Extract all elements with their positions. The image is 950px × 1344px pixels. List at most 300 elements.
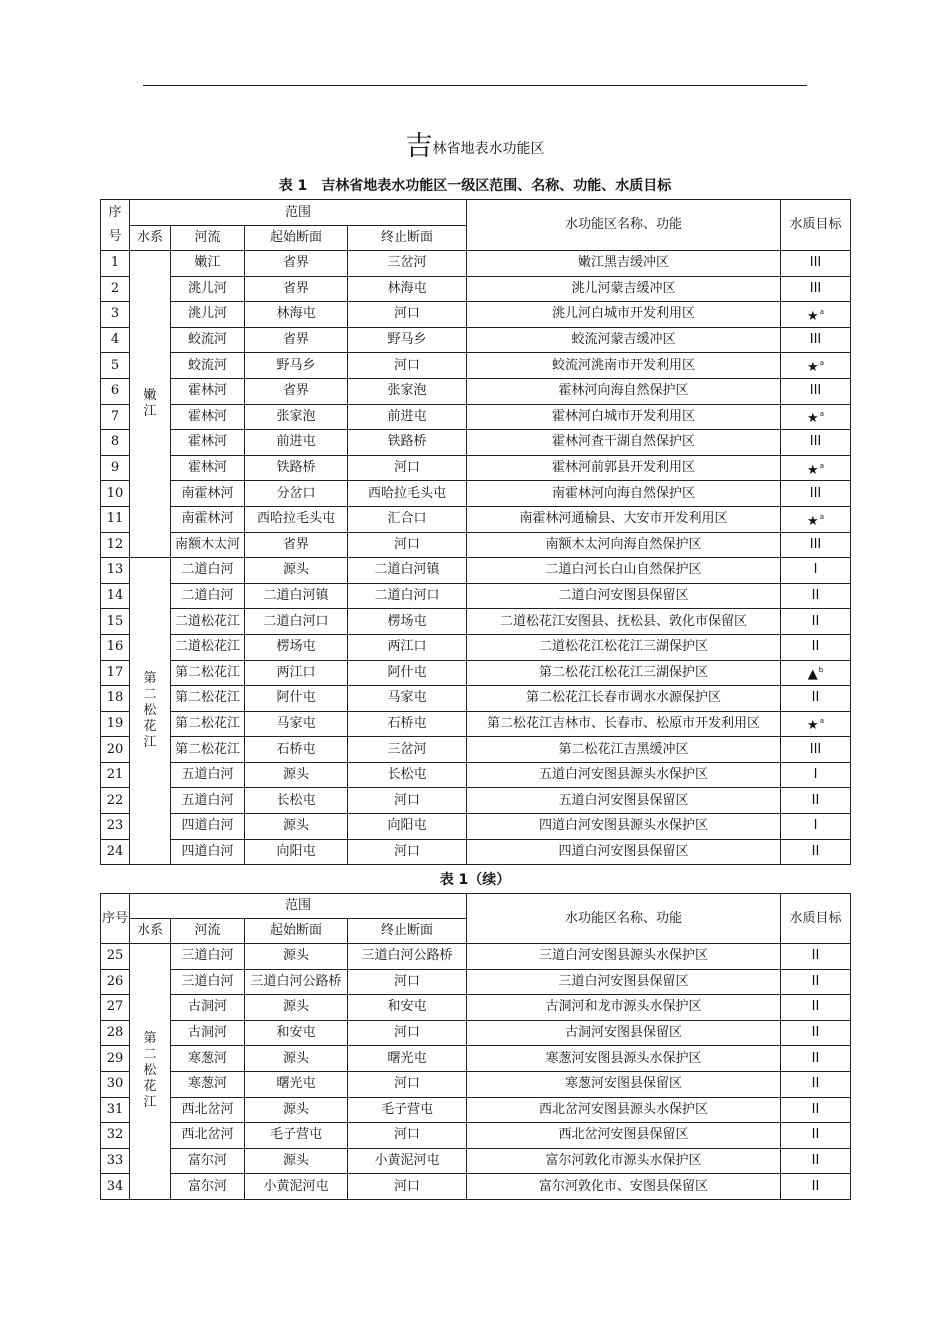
- target-value: II: [811, 1076, 820, 1092]
- water-quality-target-cell: [781, 686, 851, 712]
- end-section-cell: 小黄泥河屯: [348, 1148, 467, 1174]
- target-value: ★: [807, 360, 819, 376]
- header-rule: [143, 85, 807, 86]
- zone-name-cell: 寒葱河安图县源头水保护区: [467, 1046, 781, 1072]
- water-system-header: 水系: [130, 919, 171, 944]
- water-quality-target-cell: [781, 353, 851, 379]
- table-row: [101, 1097, 851, 1123]
- title-rest: 林省地表水功能区: [432, 141, 545, 157]
- water-system-header: 水系: [130, 226, 171, 251]
- water-quality-target-cell: [781, 481, 851, 507]
- zone-name-cell: 二道松花江安图县、抚松县、敦化市保留区: [467, 609, 781, 635]
- table-row: [101, 558, 851, 584]
- end-section-header: 终止断面: [348, 919, 467, 944]
- end-section-cell: 和安屯: [348, 995, 467, 1021]
- table-row: [101, 686, 851, 712]
- zone-name-cell: 五道白河安图县源头水保护区: [467, 762, 781, 788]
- end-section-cell: 前进屯: [348, 404, 467, 430]
- water-quality-target-cell: [781, 1020, 851, 1046]
- water-quality-target-cell: [781, 430, 851, 456]
- water-system-char: 第: [143, 671, 157, 687]
- river-cell: 寒葱河: [171, 1046, 245, 1072]
- seq-cell: 30: [101, 1071, 130, 1097]
- zone-name-cell: 南额木太河向海自然保护区: [467, 532, 781, 558]
- zone-name-cell: 三道白河安图县保留区: [467, 969, 781, 995]
- water-system-char: 嫩: [143, 388, 157, 404]
- zone-name-cell: 西北岔河安图县保留区: [467, 1123, 781, 1149]
- water-quality-target-cell: [781, 634, 851, 660]
- seq-cell: 22: [101, 788, 130, 814]
- end-section-cell: 河口: [348, 455, 467, 481]
- start-section-cell: 三道白河公路桥: [245, 969, 348, 995]
- seq-cell: 4: [101, 327, 130, 353]
- table-row: [101, 251, 851, 277]
- table-row: [101, 1046, 851, 1072]
- end-section-cell: 阿什屯: [348, 660, 467, 686]
- end-section-cell: 野马乡: [348, 327, 467, 353]
- end-section-cell: 毛子营屯: [348, 1097, 467, 1123]
- end-section-cell: 张家泡: [348, 378, 467, 404]
- river-cell: 三道白河: [171, 944, 245, 970]
- start-section-cell: 省界: [245, 251, 348, 277]
- table-row: [101, 1020, 851, 1046]
- seq-cell: 26: [101, 969, 130, 995]
- target-value: ★: [807, 308, 819, 324]
- table-row: [101, 814, 851, 840]
- table-row: [101, 995, 851, 1021]
- zone-name-cell: 南霍林河通榆县、大安市开发利用区: [467, 506, 781, 532]
- water-system-char: 江: [143, 404, 157, 420]
- river-cell: 富尔河: [171, 1174, 245, 1200]
- water-quality-target-cell: [781, 995, 851, 1021]
- water-quality-target-cell: [781, 711, 851, 737]
- end-section-cell: 楞场屯: [348, 609, 467, 635]
- seq-cell: 33: [101, 1148, 130, 1174]
- table1-caption: 表 1 吉林省地表水功能区一级区范围、名称、功能、水质目标: [278, 178, 672, 194]
- water-system-cell: [130, 944, 171, 1200]
- target-header: 水质目标: [781, 200, 851, 251]
- end-section-cell: 河口: [348, 969, 467, 995]
- start-section-cell: 源头: [245, 1148, 348, 1174]
- water-system-cell: [130, 251, 171, 558]
- water-system-cell: [130, 558, 171, 865]
- start-section-cell: 毛子营屯: [245, 1123, 348, 1149]
- water-quality-target-cell: [781, 660, 851, 686]
- river-cell: 蛟流河: [171, 353, 245, 379]
- river-cell: 洮儿河: [171, 302, 245, 328]
- zone-name-cell: 富尔河敦化市源头水保护区: [467, 1148, 781, 1174]
- water-system-char: 花: [143, 1079, 157, 1095]
- river-header: 河流: [171, 919, 245, 944]
- table1-cont-caption: 表 1（续）: [439, 872, 511, 888]
- zone-name-cell: 霍林河查干湖自然保护区: [467, 430, 781, 456]
- target-value: II: [811, 999, 820, 1015]
- target-value: II: [811, 1178, 820, 1194]
- seq-cell: 21: [101, 762, 130, 788]
- document-title: [0, 133, 950, 163]
- end-section-cell: 长松屯: [348, 762, 467, 788]
- zone-name-cell: 三道白河安图县源头水保护区: [467, 944, 781, 970]
- table-row: [101, 609, 851, 635]
- river-cell: 古洞河: [171, 1020, 245, 1046]
- end-section-cell: 河口: [348, 532, 467, 558]
- zone-name-cell: 蛟流河洮南市开发利用区: [467, 353, 781, 379]
- table-row: [101, 481, 851, 507]
- zone-name-cell: 第二松花江吉黑缓冲区: [467, 737, 781, 763]
- start-section-cell: 野马乡: [245, 353, 348, 379]
- river-cell: 南霍林河: [171, 481, 245, 507]
- water-quality-target-cell: [781, 251, 851, 277]
- zone-name-cell: 蛟流河蒙吉缓冲区: [467, 327, 781, 353]
- river-cell: 霍林河: [171, 430, 245, 456]
- river-cell: 四道白河: [171, 814, 245, 840]
- zone-name-cell: 霍林河前郭县开发利用区: [467, 455, 781, 481]
- start-section-cell: 源头: [245, 995, 348, 1021]
- river-cell: 嫩江: [171, 251, 245, 277]
- table-row: [101, 1174, 851, 1200]
- start-section-header: 起始断面: [245, 919, 348, 944]
- seq-cell: 8: [101, 430, 130, 456]
- zone-name-cell: 霍林河向海自然保护区: [467, 378, 781, 404]
- target-value: III: [809, 434, 822, 450]
- end-section-cell: 马家屯: [348, 686, 467, 712]
- target-value: II: [811, 792, 820, 808]
- end-section-cell: 石桥屯: [348, 711, 467, 737]
- water-quality-target-cell: [781, 762, 851, 788]
- water-quality-target-cell: [781, 1046, 851, 1072]
- water-quality-target-cell: [781, 532, 851, 558]
- target-value: II: [811, 1127, 820, 1143]
- end-section-header: 终止断面: [348, 226, 467, 251]
- seq-cell: 3: [101, 302, 130, 328]
- start-section-header: 起始断面: [245, 226, 348, 251]
- river-cell: 第二松花江: [171, 737, 245, 763]
- target-value: III: [809, 536, 822, 552]
- start-section-cell: 源头: [245, 558, 348, 584]
- target-note-mark: a: [819, 461, 824, 470]
- table-row: [101, 737, 851, 763]
- seq-cell: 2: [101, 276, 130, 302]
- start-section-cell: 源头: [245, 814, 348, 840]
- seq-cell: 6: [101, 378, 130, 404]
- table-row: [101, 839, 851, 865]
- water-quality-target-cell: [781, 1174, 851, 1200]
- seq-cell: 24: [101, 839, 130, 865]
- seq-cell: 15: [101, 609, 130, 635]
- zone-name-cell: 四道白河安图县保留区: [467, 839, 781, 865]
- zone-name-cell: 二道白河长白山自然保护区: [467, 558, 781, 584]
- target-value: I: [813, 767, 818, 783]
- target-value: II: [811, 639, 820, 655]
- water-quality-target-cell: [781, 737, 851, 763]
- table-row: [101, 532, 851, 558]
- start-section-cell: 省界: [245, 276, 348, 302]
- end-section-cell: 两江口: [348, 634, 467, 660]
- water-quality-target-cell: [781, 302, 851, 328]
- table-row: [101, 327, 851, 353]
- water-quality-target-cell: [781, 609, 851, 635]
- river-cell: 三道白河: [171, 969, 245, 995]
- end-section-cell: 河口: [348, 1174, 467, 1200]
- seq-cell: 7: [101, 404, 130, 430]
- zone-name-cell: 古洞河安图县保留区: [467, 1020, 781, 1046]
- seq-cell: 25: [101, 944, 130, 970]
- river-cell: 寒葱河: [171, 1071, 245, 1097]
- water-quality-target-cell: [781, 969, 851, 995]
- seq-header: 序号: [101, 894, 130, 944]
- table-row: [101, 430, 851, 456]
- seq-cell: 28: [101, 1020, 130, 1046]
- end-section-cell: 河口: [348, 1020, 467, 1046]
- water-system-char: 松: [143, 1063, 157, 1079]
- river-cell: 南霍林河: [171, 506, 245, 532]
- target-value: ★: [807, 462, 819, 478]
- water-quality-target-cell: [781, 404, 851, 430]
- start-section-cell: 向阳屯: [245, 839, 348, 865]
- seq-cell: 23: [101, 814, 130, 840]
- seq-cell: 5: [101, 353, 130, 379]
- seq-cell: 31: [101, 1097, 130, 1123]
- river-cell: 第二松花江: [171, 660, 245, 686]
- seq-cell: 13: [101, 558, 130, 584]
- target-value: I: [813, 562, 818, 578]
- target-note-mark: a: [819, 717, 824, 726]
- end-section-cell: 三岔河: [348, 251, 467, 277]
- start-section-cell: 阿什屯: [245, 686, 348, 712]
- water-quality-target-cell: [781, 276, 851, 302]
- table-row: [101, 302, 851, 328]
- river-cell: 蛟流河: [171, 327, 245, 353]
- river-cell: 霍林河: [171, 404, 245, 430]
- start-section-cell: 石桥屯: [245, 737, 348, 763]
- water-quality-target-cell: [781, 944, 851, 970]
- water-quality-target-cell: [781, 558, 851, 584]
- water-system-char: 二: [143, 687, 157, 703]
- table-row: [101, 583, 851, 609]
- water-system-char: 松: [143, 703, 157, 719]
- target-value: ★: [807, 411, 819, 427]
- table-row: [101, 762, 851, 788]
- seq-cell: 11: [101, 506, 130, 532]
- table-row: [101, 634, 851, 660]
- river-cell: 洮儿河: [171, 276, 245, 302]
- start-section-cell: 马家屯: [245, 711, 348, 737]
- river-cell: 二道松花江: [171, 634, 245, 660]
- end-section-cell: 河口: [348, 353, 467, 379]
- table-row: [101, 711, 851, 737]
- start-section-cell: 二道白河口: [245, 609, 348, 635]
- table-row: [101, 276, 851, 302]
- target-value: II: [811, 1101, 820, 1117]
- target-note-mark: a: [819, 307, 824, 316]
- zone-name-cell: 南霍林河向海自然保护区: [467, 481, 781, 507]
- table-row: [101, 455, 851, 481]
- zone-name-cell: 古洞河和龙市源头水保护区: [467, 995, 781, 1021]
- water-quality-target-cell: [781, 1123, 851, 1149]
- end-section-cell: 西哈拉毛头屯: [348, 481, 467, 507]
- water-system-char: 二: [143, 1047, 157, 1063]
- seq-cell: 16: [101, 634, 130, 660]
- end-section-cell: 河口: [348, 302, 467, 328]
- zone-name-cell: 嫩江黑吉缓冲区: [467, 251, 781, 277]
- start-section-cell: 分岔口: [245, 481, 348, 507]
- seq-header: 序 号: [101, 200, 130, 251]
- target-value: II: [811, 690, 820, 706]
- start-section-cell: 两江口: [245, 660, 348, 686]
- target-note-mark: a: [819, 410, 824, 419]
- river-header: 河流: [171, 226, 245, 251]
- water-system-char: 第: [143, 1031, 157, 1047]
- water-quality-target-cell: [781, 378, 851, 404]
- target-header: 水质目标: [781, 894, 851, 944]
- start-section-cell: 源头: [245, 1097, 348, 1123]
- table-row: [101, 788, 851, 814]
- zone-name-cell: 第二松花江松花江三湖保护区: [467, 660, 781, 686]
- water-quality-target-cell: [781, 1097, 851, 1123]
- water-function-table-continued: [100, 893, 851, 1200]
- end-section-cell: 铁路桥: [348, 430, 467, 456]
- end-section-cell: 二道白河镇: [348, 558, 467, 584]
- river-cell: 西北岔河: [171, 1097, 245, 1123]
- zone-name-cell: 西北岔河安图县源头水保护区: [467, 1097, 781, 1123]
- seq-cell: 27: [101, 995, 130, 1021]
- target-value: III: [809, 255, 822, 271]
- zone-name-cell: 洮儿河蒙吉缓冲区: [467, 276, 781, 302]
- water-system-char: 江: [143, 735, 157, 751]
- table-row: [101, 1071, 851, 1097]
- start-section-cell: 省界: [245, 532, 348, 558]
- target-value: ★: [807, 513, 819, 529]
- water-quality-target-cell: [781, 1148, 851, 1174]
- target-value: III: [809, 741, 822, 757]
- zone-name-cell: 四道白河安图县源头水保护区: [467, 814, 781, 840]
- water-quality-target-cell: [781, 506, 851, 532]
- river-cell: 霍林河: [171, 378, 245, 404]
- zone-name-cell: 寒葱河安图县保留区: [467, 1071, 781, 1097]
- start-section-cell: 铁路桥: [245, 455, 348, 481]
- zone-name-cell: 二道白河安图县保留区: [467, 583, 781, 609]
- river-cell: 二道白河: [171, 583, 245, 609]
- table-row: [101, 944, 851, 970]
- start-section-cell: 曙光屯: [245, 1071, 348, 1097]
- seq-cell: 17: [101, 660, 130, 686]
- table-row: [101, 969, 851, 995]
- table-row: [101, 353, 851, 379]
- range-header: 范围: [130, 200, 467, 226]
- target-value: II: [811, 613, 820, 629]
- zone-name-cell: 五道白河安图县保留区: [467, 788, 781, 814]
- water-quality-target-cell: [781, 814, 851, 840]
- start-section-cell: 省界: [245, 327, 348, 353]
- start-section-cell: 前进屯: [245, 430, 348, 456]
- start-section-cell: 小黄泥河屯: [245, 1174, 348, 1200]
- end-section-cell: 汇合口: [348, 506, 467, 532]
- table-row: [101, 506, 851, 532]
- title-initial: 吉: [405, 131, 433, 162]
- river-cell: 古洞河: [171, 995, 245, 1021]
- water-quality-target-cell: [781, 788, 851, 814]
- zone-name-cell: 霍林河白城市开发利用区: [467, 404, 781, 430]
- target-value: II: [811, 948, 820, 964]
- range-header: 范围: [130, 894, 467, 919]
- target-value: II: [811, 588, 820, 604]
- water-system-char: 花: [143, 719, 157, 735]
- table-row: [101, 404, 851, 430]
- zone-name-cell: 第二松花江长春市调水水源保护区: [467, 686, 781, 712]
- seq-cell: 10: [101, 481, 130, 507]
- seq-cell: 14: [101, 583, 130, 609]
- end-section-cell: 河口: [348, 788, 467, 814]
- target-value: II: [811, 1153, 820, 1169]
- table-row: [101, 378, 851, 404]
- target-value: II: [811, 1050, 820, 1066]
- water-function-table: [100, 199, 851, 865]
- end-section-cell: 三岔河: [348, 737, 467, 763]
- river-cell: 南额木太河: [171, 532, 245, 558]
- end-section-cell: 河口: [348, 1123, 467, 1149]
- target-value: III: [809, 383, 822, 399]
- table-row: [101, 1123, 851, 1149]
- zone-name-cell: 第二松花江吉林市、长春市、松原市开发利用区: [467, 711, 781, 737]
- end-section-cell: 林海屯: [348, 276, 467, 302]
- table-row: [101, 660, 851, 686]
- target-value: ▲: [807, 667, 818, 683]
- target-value: III: [809, 280, 822, 296]
- seq-cell: 12: [101, 532, 130, 558]
- river-cell: 霍林河: [171, 455, 245, 481]
- target-value: II: [811, 843, 820, 859]
- start-section-cell: 林海屯: [245, 302, 348, 328]
- start-section-cell: 和安屯: [245, 1020, 348, 1046]
- water-quality-target-cell: [781, 1071, 851, 1097]
- river-cell: 五道白河: [171, 762, 245, 788]
- water-quality-target-cell: [781, 583, 851, 609]
- zone-header: 水功能区名称、功能: [467, 894, 781, 944]
- water-quality-target-cell: [781, 327, 851, 353]
- start-section-cell: 省界: [245, 378, 348, 404]
- target-value: III: [809, 485, 822, 501]
- start-section-cell: 源头: [245, 762, 348, 788]
- table-row: [101, 1148, 851, 1174]
- end-section-cell: 向阳屯: [348, 814, 467, 840]
- table1-body: [101, 251, 851, 865]
- target-note-mark: a: [819, 359, 824, 368]
- target-value: II: [811, 1025, 820, 1041]
- seq-cell: 19: [101, 711, 130, 737]
- seq-cell: 1: [101, 251, 130, 277]
- target-note-mark: b: [818, 666, 824, 675]
- end-section-cell: 河口: [348, 1071, 467, 1097]
- end-section-cell: 三道白河公路桥: [348, 944, 467, 970]
- start-section-cell: 西哈拉毛头屯: [245, 506, 348, 532]
- start-section-cell: 楞场屯: [245, 634, 348, 660]
- end-section-cell: 河口: [348, 839, 467, 865]
- table1-cont-body: [101, 944, 851, 1200]
- end-section-cell: 曙光屯: [348, 1046, 467, 1072]
- target-value: ★: [807, 718, 819, 734]
- river-cell: 四道白河: [171, 839, 245, 865]
- water-quality-target-cell: [781, 839, 851, 865]
- target-note-mark: a: [819, 512, 824, 521]
- water-system-char: 江: [143, 1095, 157, 1111]
- river-cell: 二道白河: [171, 558, 245, 584]
- start-section-cell: 长松屯: [245, 788, 348, 814]
- river-cell: 富尔河: [171, 1148, 245, 1174]
- target-value: I: [813, 818, 818, 834]
- zone-name-cell: 洮儿河白城市开发利用区: [467, 302, 781, 328]
- zone-name-cell: 二道松花江松花江三湖保护区: [467, 634, 781, 660]
- seq-cell: 20: [101, 737, 130, 763]
